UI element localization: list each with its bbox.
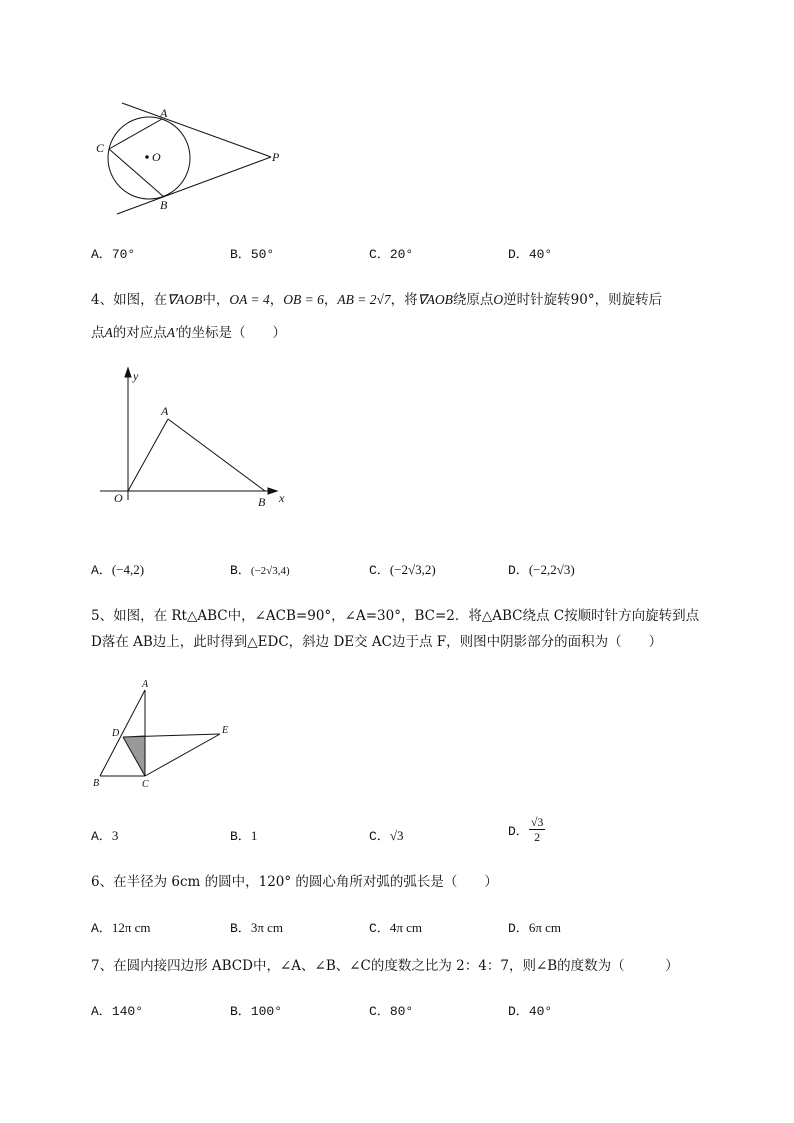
- option-letter: D．: [508, 921, 529, 936]
- q6-option-a[interactable]: [91, 917, 151, 936]
- q4-option-d[interactable]: [508, 559, 575, 578]
- q6-option-d[interactable]: [508, 917, 561, 936]
- option-letter: D．: [508, 1004, 529, 1019]
- q7-option-d[interactable]: [508, 1000, 552, 1019]
- q5-side-de: [123, 734, 220, 737]
- q4-label-y: y: [133, 369, 139, 383]
- option-value: (−4,2): [111, 562, 145, 577]
- option-letter: B．: [230, 247, 251, 262]
- q3-option-a[interactable]: [91, 243, 135, 262]
- q3-option-b[interactable]: [230, 243, 274, 262]
- q3-label-c: C: [96, 141, 105, 155]
- q4-stem-line1: 4、如图，在∇AOB中，OA = 4，OB = 6，AB = 2√7，将∇AOB绕原点O逆时针旋转90°，则旋转后: [91, 292, 663, 308]
- option-value: 140°: [111, 1004, 144, 1019]
- q3-label-b: B: [160, 198, 168, 212]
- option-letter: A．: [91, 1004, 112, 1019]
- q4-option-a[interactable]: [91, 559, 144, 578]
- q5-stem-line2: D落在 AB边上，此时得到△EDC，斜边 DE交 AC边于点 F，则图中阴影部分的面积为（ ）: [91, 634, 663, 650]
- q4-option-b[interactable]: [230, 559, 290, 578]
- option-value: 12π cm: [111, 920, 151, 935]
- q3-chord-ca: [109, 119, 162, 149]
- option-value: 3: [111, 828, 119, 843]
- q5-label-c: C: [142, 779, 149, 790]
- option-value: 50°: [250, 247, 275, 262]
- option-letter: A．: [91, 921, 112, 936]
- q4-label-o: O: [114, 491, 123, 505]
- option-letter: D．: [508, 563, 529, 578]
- q4-label-b: B: [258, 495, 266, 509]
- option-letter: B．: [230, 829, 251, 844]
- option-letter: C．: [369, 1004, 390, 1019]
- q4-side-oa: [128, 419, 168, 491]
- option-letter: C．: [369, 829, 390, 844]
- q5-option-d[interactable]: [508, 815, 545, 844]
- q5-stem-line1: 5、如图，在 Rt△ABC中，∠ACB=90°，∠A=30°，BC=2．将△ABC绕点 C按顺时针方向旋转到点: [91, 608, 700, 624]
- q6-stem: 6、在半径为 6cm 的圆中，120° 的圆心角所对弧的弧长是（ ）: [91, 874, 498, 890]
- option-letter: B．: [230, 563, 251, 578]
- option-value: 20°: [389, 247, 414, 262]
- option-letter: C．: [369, 563, 390, 578]
- q5-label-e: E: [222, 725, 229, 736]
- q4-x-arrow: [268, 488, 277, 494]
- q3-label-p: P: [272, 150, 280, 164]
- q4-option-c[interactable]: [369, 559, 436, 578]
- q5-option-a[interactable]: [91, 825, 118, 844]
- option-letter: A．: [91, 563, 112, 578]
- q7-stem: 7、在圆内接四边形 ABCD中，∠A、∠B、∠C的度数之比为 2：4：7，则∠B的度数为（ ）: [91, 958, 679, 974]
- option-letter: B．: [230, 921, 251, 936]
- option-letter: C．: [369, 247, 390, 262]
- q3-circle: [108, 117, 190, 199]
- q3-tangent-pa: [122, 103, 271, 157]
- option-letter: A．: [91, 247, 112, 262]
- option-letter: D．: [508, 247, 529, 262]
- q7-option-b[interactable]: [230, 1000, 282, 1019]
- q7-option-a[interactable]: [91, 1000, 143, 1019]
- option-value: 4π cm: [389, 920, 423, 935]
- q3-diagram: [108, 103, 271, 214]
- option-value: (−2√3,4): [250, 565, 290, 577]
- q3-option-d[interactable]: [508, 243, 552, 262]
- option-value: 40°: [528, 1004, 553, 1019]
- option-value: 3π cm: [250, 920, 284, 935]
- q4-diagram: [100, 368, 277, 500]
- q5-label-a: A: [142, 679, 149, 690]
- q3-label-a: A: [160, 106, 168, 120]
- q5-label-d: D: [112, 728, 120, 739]
- q6-option-c[interactable]: [369, 917, 422, 936]
- option-value: 6π cm: [528, 920, 562, 935]
- option-letter: A．: [91, 829, 112, 844]
- option-value: (−2√3,2): [389, 562, 436, 577]
- option-value: (−2,2√3): [528, 562, 575, 577]
- q3-center-dot: [145, 155, 149, 159]
- fraction-numerator: √3: [530, 815, 544, 829]
- q4-side-ab: [168, 419, 265, 491]
- option-value: 40°: [528, 247, 553, 262]
- option-value: 80°: [389, 1004, 414, 1019]
- option-value: √3: [389, 828, 404, 843]
- option-letter: B．: [230, 1004, 251, 1019]
- q4-label-x: x: [279, 491, 285, 505]
- option-value: 1: [250, 828, 258, 843]
- fraction-denominator: 2: [534, 830, 541, 844]
- q4-y-arrow: [125, 368, 131, 377]
- option-letter: D．: [508, 824, 529, 839]
- q4-label-a: A: [161, 404, 169, 418]
- q7-option-c[interactable]: [369, 1000, 413, 1019]
- q4-stem-line2: 点A的对应点A′的坐标是（ ）: [91, 325, 286, 341]
- q5-option-c[interactable]: [369, 825, 403, 844]
- option-value: 100°: [250, 1004, 283, 1019]
- q5-side-ec: [145, 734, 220, 776]
- option-value: 70°: [111, 247, 136, 262]
- q5-option-b[interactable]: [230, 825, 257, 844]
- q5-label-b: B: [93, 778, 100, 789]
- q3-tangent-pb: [117, 157, 271, 214]
- fraction: [529, 815, 546, 844]
- option-letter: C．: [369, 921, 390, 936]
- q3-option-c[interactable]: [369, 243, 413, 262]
- q3-label-o: O: [152, 150, 161, 164]
- q6-option-b[interactable]: [230, 917, 283, 936]
